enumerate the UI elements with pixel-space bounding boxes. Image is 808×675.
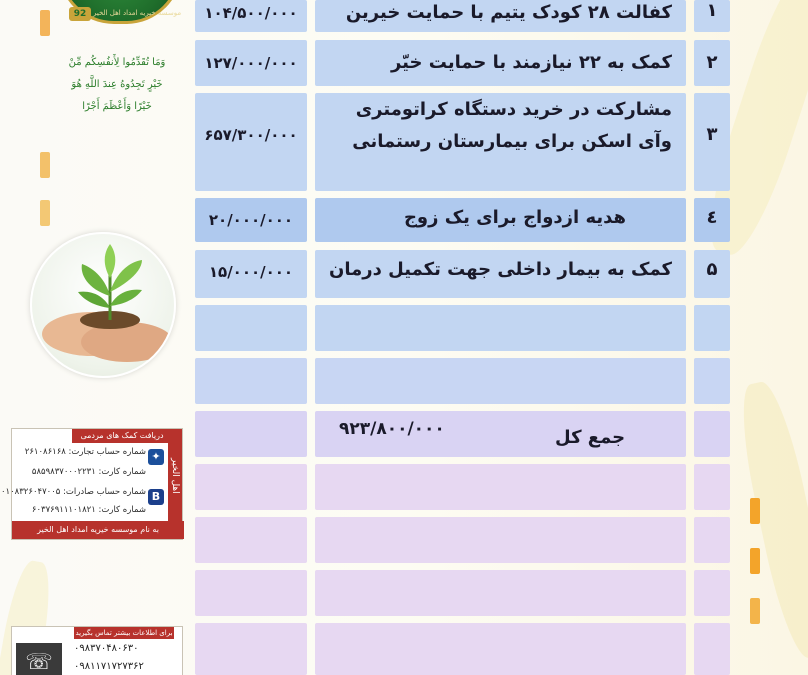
contact-phone: ۰۹۸۳۷۰۴۸۰۶۳۰ xyxy=(74,643,139,654)
index-value: ۱ xyxy=(706,0,718,21)
amount-value: ۱۲۷/۰۰۰/۰۰۰ xyxy=(204,54,298,72)
total-cell xyxy=(315,411,686,457)
empty-cell xyxy=(315,623,686,675)
empty-cell xyxy=(694,570,730,616)
amount-value: ۶۵۷/۳۰۰/۰۰۰ xyxy=(204,126,298,144)
empty-cell xyxy=(195,358,307,404)
amount-value: ۲۰/۰۰۰/۰۰۰ xyxy=(208,211,294,229)
decorative-dash xyxy=(750,598,760,624)
empty-cell xyxy=(195,570,307,616)
amount-value: ۱۵/۰۰۰/۰۰۰ xyxy=(208,263,294,281)
empty-cell xyxy=(195,305,307,351)
bank-saderat-icon: B xyxy=(148,489,164,505)
total-empty-cell xyxy=(694,411,730,457)
decorative-dash xyxy=(40,200,50,226)
description-text: وآی اسکن برای بیمارستان رستمانی xyxy=(352,131,672,152)
empty-cell xyxy=(694,517,730,563)
description-text: کمک به بیمار داخلی جهت تکمیل درمان xyxy=(329,259,672,280)
empty-cell xyxy=(694,358,730,404)
index-value: ٤ xyxy=(706,207,718,228)
index-cell xyxy=(694,198,730,242)
logo-caption: موسسه خیریه امداد اهل الخیر xyxy=(93,9,182,17)
bank-account-line: شماره حساب تجارت: ۲۶۱۰۸۶۱۶۸ xyxy=(24,447,146,457)
bank-account-line: شماره حساب صادرات: ۰۱۰۸۳۲۶۰۴۷۰۰۵ xyxy=(0,487,146,497)
empty-cell xyxy=(315,358,686,404)
hands-plant-image xyxy=(30,232,176,378)
total-label: جمع کل xyxy=(555,427,626,448)
bank-info-card xyxy=(0,428,183,540)
description-text: هدیه ازدواج برای یک زوج xyxy=(403,207,626,228)
decorative-dash xyxy=(40,10,50,36)
empty-cell xyxy=(315,464,686,510)
total-amount: ۹۲۳/۸۰۰/۰۰۰ xyxy=(339,419,445,439)
amount-cell xyxy=(195,198,307,242)
decorative-dash xyxy=(750,498,760,524)
decorative-dash xyxy=(40,152,50,178)
description-text: مشارکت در خرید دستگاه کراتومتری xyxy=(355,99,672,120)
charity-logo xyxy=(58,0,182,24)
phone-icon: ☏ xyxy=(16,643,62,675)
index-cell xyxy=(694,0,730,32)
empty-cell xyxy=(694,305,730,351)
amount-cell xyxy=(195,250,307,298)
amount-cell xyxy=(195,40,307,86)
index-cell xyxy=(694,93,730,191)
decorative-dash xyxy=(750,548,760,574)
verse-line: خَيْرٍ تَجِدُوهُ عِندَ اللَّهِ هُوَ xyxy=(71,79,163,90)
contact-header: برای اطلاعات بیشتر تماس بگیرید xyxy=(75,629,173,637)
description-text: کفالت ۲۸ کودک یتیم با حمایت خیرین xyxy=(345,2,672,23)
index-cell xyxy=(694,250,730,298)
amount-cell xyxy=(195,93,307,191)
empty-cell xyxy=(694,623,730,675)
bank-card-header: دریافت کمک های مردمی xyxy=(72,429,172,443)
bank-card-footer: به نام موسسه خیریه امداد اهل الخیر xyxy=(12,521,184,539)
bank-card-line: شماره کارت: ۵۸۵۹۸۳۷۰۰۰۲۲۳۱ xyxy=(31,467,146,477)
amount-cell xyxy=(195,0,307,32)
contact-card xyxy=(11,626,183,675)
contact-phone: ۰۹۸۱۱۷۱۷۲۷۳۶۲ xyxy=(74,661,144,672)
verse-line: وَمَا تُقَدِّمُوا لِأَنفُسِكُم مِّنْ xyxy=(68,57,166,68)
empty-cell xyxy=(315,570,686,616)
index-value: ۲ xyxy=(706,52,718,73)
index-value: ۳ xyxy=(706,124,718,145)
logo-badge: 92 xyxy=(69,7,91,21)
donation-report-table xyxy=(195,0,732,675)
description-cell xyxy=(315,40,686,86)
bank-tejarat-icon: ✦ xyxy=(148,449,164,465)
empty-cell xyxy=(195,517,307,563)
description-cell xyxy=(315,93,686,191)
amount-value: ۱۰۴/۵۰۰/۰۰۰ xyxy=(204,4,298,22)
index-value: ۵ xyxy=(706,259,718,280)
verse-line: خَيْرًا وَأَعْظَمَ أَجْرًا xyxy=(82,101,152,112)
description-text: کمک به ۲۲ نیازمند با حمایت خیّر xyxy=(390,52,672,73)
background-stroke xyxy=(731,378,808,662)
bank-card-side-label: اهل الخیر xyxy=(168,429,182,523)
plant-illustration xyxy=(32,234,176,378)
empty-cell xyxy=(315,517,686,563)
empty-cell xyxy=(195,464,307,510)
quran-verse xyxy=(48,52,186,118)
description-cell xyxy=(315,250,686,298)
description-cell xyxy=(315,0,686,32)
empty-cell xyxy=(315,305,686,351)
bank-card-line: شماره کارت: ۶۰۳۷۶۹۱۱۱۰۱۸۲۱ xyxy=(31,505,146,515)
empty-cell xyxy=(694,464,730,510)
description-cell xyxy=(315,198,686,242)
empty-cell xyxy=(195,623,307,675)
total-empty-cell xyxy=(195,411,307,457)
index-cell xyxy=(694,40,730,86)
